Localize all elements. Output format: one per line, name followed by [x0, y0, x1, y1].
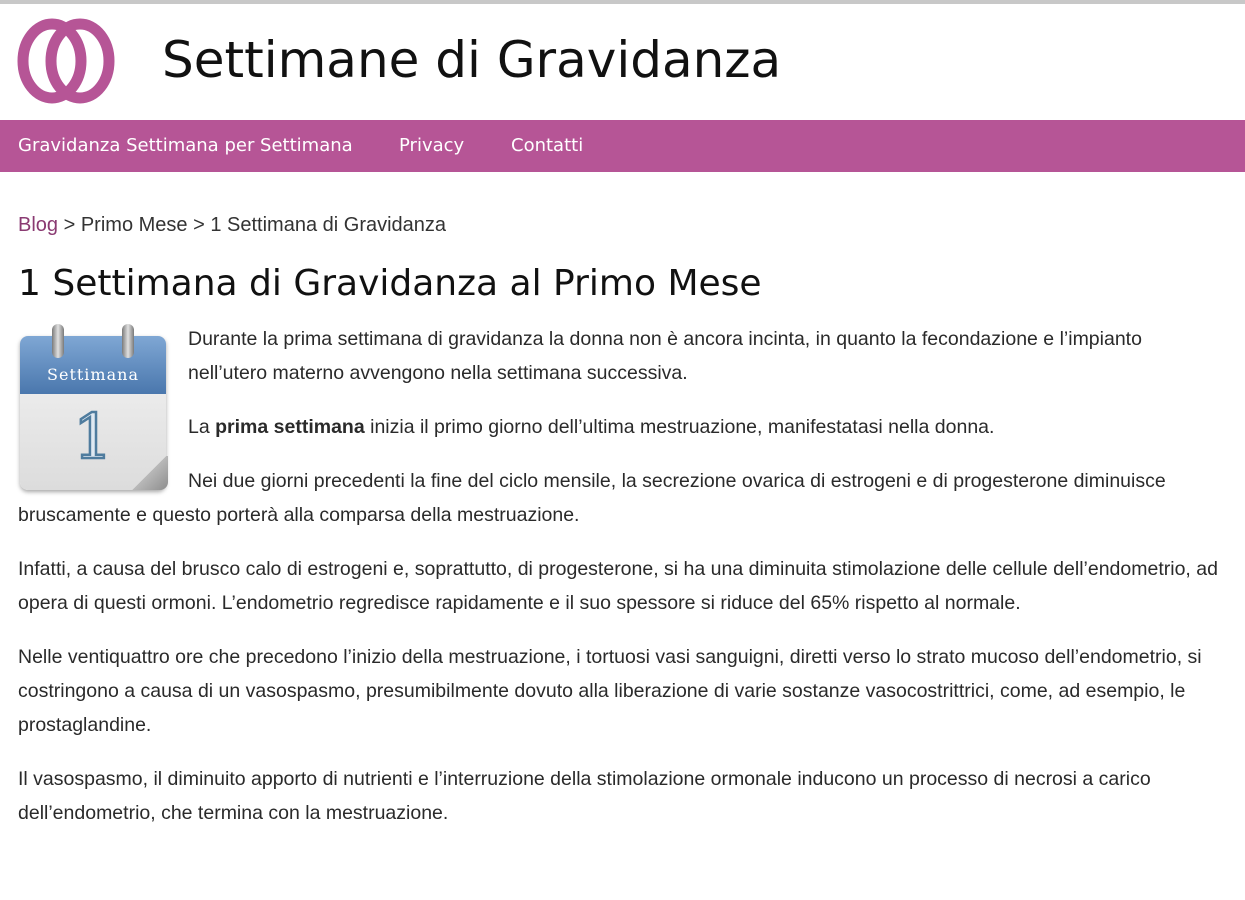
- main-nav: [0, 120, 1245, 172]
- paragraph-text: La: [188, 416, 210, 438]
- calendar-ring-icon: [122, 324, 134, 358]
- interlocking-rings-icon[interactable]: [14, 12, 120, 108]
- site-title[interactable]: Settimane di Gravidanza: [162, 31, 782, 89]
- calendar-number: 1: [73, 400, 113, 473]
- article-paragraph-4: Infatti, a causa del brusco calo di estrogeni e, soprattutto, di progesterone, si ha una diminuita stimolazione delle cellule dell’endometrio, ad opera di questi ormoni. L’endometrio regredisce rapidamente e il suo spessore si riduce del 65% rispetto al normale.: [18, 558, 1218, 614]
- article-paragraph-3: Nei due giorni precedenti la fine del ciclo mensile, la secrezione ovarica di estrogeni e di progesterone diminuisce bruscamente e questo porterà alla comparsa della mestruazione.: [18, 470, 1166, 526]
- breadcrumb-blog[interactable]: Blog: [18, 214, 59, 236]
- article-body: [18, 322, 1223, 850]
- breadcrumb-separator: >: [63, 214, 76, 236]
- article-paragraph-1: Durante la prima settimana di gravidanza la donna non è ancora incinta, in quanto la fecondazione e l’impianto nell’utero materno avvengono nella settimana successiva.: [188, 328, 1142, 384]
- article-paragraph-2: [18, 410, 1223, 444]
- calendar-label: Settimana: [47, 365, 139, 384]
- bold-phrase: prima settimana: [215, 416, 365, 438]
- breadcrumb-current: 1 Settimana di Gravidanza: [210, 214, 447, 236]
- page-title: 1 Settimana di Gravidanza al Primo Mese: [18, 263, 762, 304]
- breadcrumb: [18, 214, 446, 237]
- breadcrumb-separator: >: [193, 214, 205, 236]
- nav-item-gravidanza-settimana[interactable]: Gravidanza Settimana per Settimana: [18, 135, 353, 156]
- article-paragraph-5: Nelle ventiquattro ore che precedono l’inizio della mestruazione, i tortuosi vasi sanguigni, diretti verso lo strato mucoso dell’endometrio, si costringono a causa di un vasospasmo, presumibilmente dovuto alla liberazione di varie sostanze vasocostrittrici, come, ad esempio, le prostaglandine.: [18, 646, 1202, 736]
- site-header: [0, 4, 1245, 120]
- calendar-icon: [18, 324, 170, 494]
- article-paragraph-6: Il vasospasmo, il diminuito apporto di nutrienti e l’interruzione della stimolazione ormonale inducono un processo di necrosi a carico dell’endometrio, che termina con la mestruazione.: [18, 768, 1151, 824]
- calendar-ring-icon: [52, 324, 64, 358]
- breadcrumb-primo-mese[interactable]: Primo Mese: [80, 214, 188, 236]
- nav-item-contatti[interactable]: Contatti: [511, 135, 584, 156]
- page-curl: [130, 456, 168, 490]
- nav-item-privacy[interactable]: Privacy: [399, 135, 465, 156]
- paragraph-text: inizia il primo giorno dell’ultima mestruazione, manifestatasi nella donna.: [370, 416, 995, 438]
